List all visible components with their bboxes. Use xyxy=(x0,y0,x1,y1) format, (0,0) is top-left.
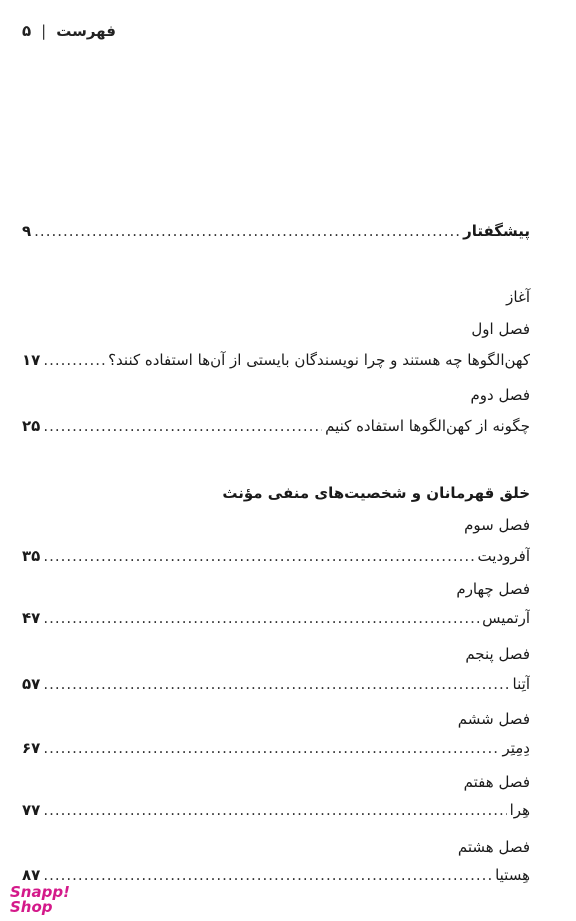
part-heading-beginning: آغاز xyxy=(506,288,530,306)
chapter-label-7: فصل هفتم xyxy=(463,773,530,791)
running-header xyxy=(22,22,116,40)
toc-entry-chapter-1 xyxy=(22,351,530,369)
dot-leader xyxy=(43,675,509,693)
toc-entry-page: ۲۵ xyxy=(22,417,41,435)
toc-entry-chapter-7 xyxy=(22,801,530,819)
toc-entry-page: ۸۷ xyxy=(22,866,41,884)
toc-entry-page: ۳۵ xyxy=(22,547,41,565)
toc-entry-chapter-5 xyxy=(22,675,530,693)
dot-leader xyxy=(43,417,322,435)
dot-leader xyxy=(34,222,460,240)
watermark-line-2: Shop xyxy=(10,898,53,916)
snapp-shop-watermark-logo xyxy=(10,885,70,915)
chapter-label-8: فصل هشتم xyxy=(457,838,530,856)
dot-leader xyxy=(43,351,105,369)
toc-entry-chapter-6 xyxy=(22,739,530,757)
toc-entry-page: ۶۷ xyxy=(22,739,41,757)
dot-leader xyxy=(43,609,479,627)
chapter-label-6: فصل ششم xyxy=(457,710,530,728)
toc-entry-preface xyxy=(22,222,530,240)
dot-leader xyxy=(43,739,499,757)
part-heading-heroines: خلق قهرمانان و شخصیت‌های منفی مؤنث xyxy=(222,484,530,502)
chapter-label-1: فصل اول xyxy=(471,320,530,338)
watermark-line-1: Snapp! xyxy=(10,883,70,901)
toc-entry-title: آفرودیت xyxy=(477,547,530,565)
chapter-label-4: فصل چهارم xyxy=(456,580,530,598)
toc-entry-title: آرتمیس xyxy=(482,609,530,627)
toc-entry-title: هِرا xyxy=(509,801,530,819)
header-section-title: فهرست xyxy=(56,22,116,40)
toc-entry-page: ۱۷ xyxy=(22,351,41,369)
dot-leader xyxy=(43,547,474,565)
dot-leader xyxy=(43,801,506,819)
toc-entry-page: ۴۷ xyxy=(22,609,41,627)
toc-entry-title: هِستیا xyxy=(495,866,530,884)
toc-entry-title: چگونه از کهن‌الگوها استفاده کنیم xyxy=(325,417,530,435)
toc-entry-title: دِمِتِر xyxy=(502,739,530,757)
toc-entry-page: ۵۷ xyxy=(22,675,41,693)
header-separator: | xyxy=(41,22,47,40)
chapter-label-5: فصل پنجم xyxy=(465,645,530,663)
toc-entry-page: ۷۷ xyxy=(22,801,41,819)
toc-entry-chapter-4 xyxy=(22,609,530,627)
dot-leader xyxy=(43,866,492,884)
chapter-label-3: فصل سوم xyxy=(464,516,530,534)
toc-entry-page: ۹ xyxy=(22,222,32,240)
header-page-number: ۵ xyxy=(22,22,32,40)
toc-entry-title: آتِنا xyxy=(512,675,530,693)
toc-entry-chapter-2 xyxy=(22,417,530,435)
toc-entry-title: کهن‌الگوها چه هستند و چرا نویسندگان بایستی از آن‌ها استفاده کنند؟ xyxy=(108,351,530,369)
toc-entry-title: پیشگفتار xyxy=(463,222,530,240)
toc-entry-chapter-3 xyxy=(22,547,530,565)
toc-entry-chapter-8 xyxy=(22,866,530,884)
chapter-label-2: فصل دوم xyxy=(470,386,530,404)
